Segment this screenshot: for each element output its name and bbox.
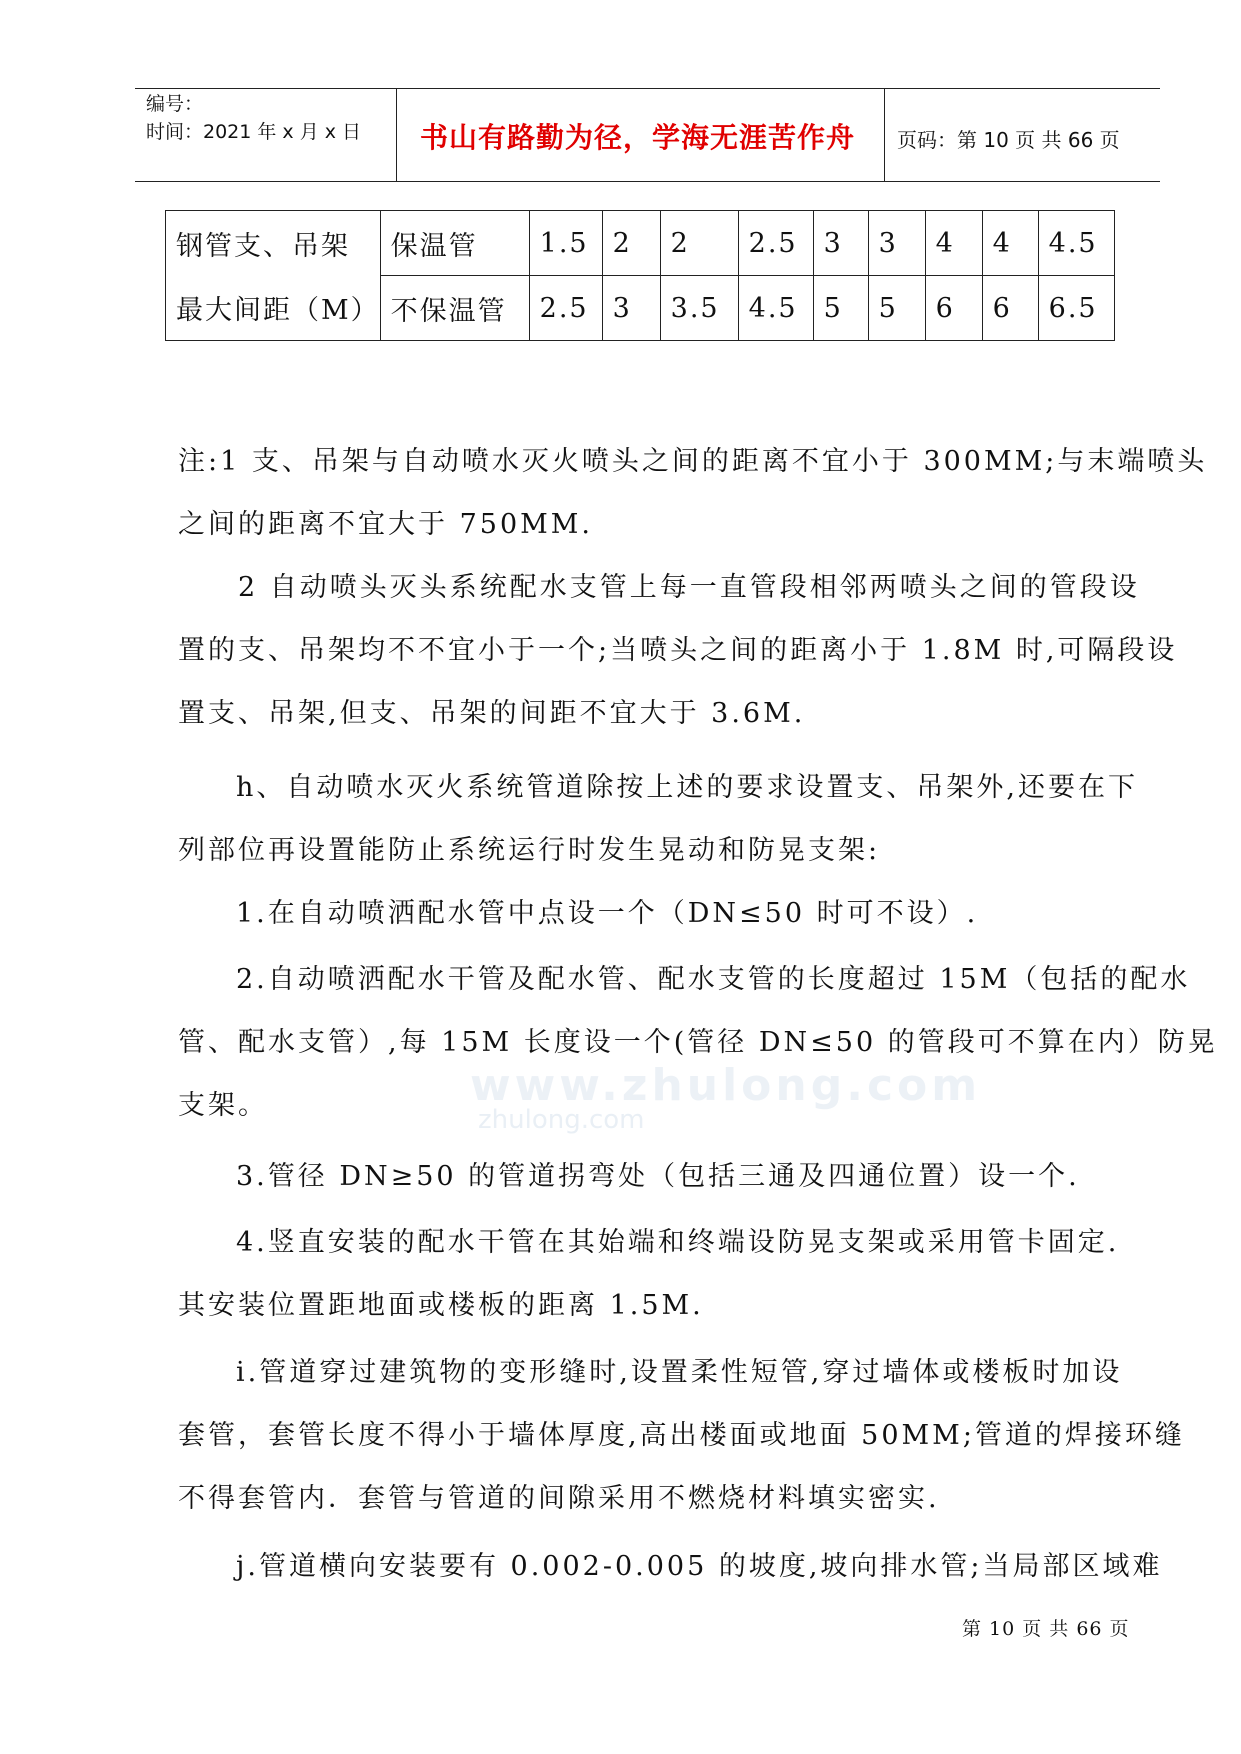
item-1 xyxy=(236,882,1176,945)
section-j xyxy=(236,1535,1176,1598)
note-1 xyxy=(178,430,1208,556)
row-type: 保温管 xyxy=(380,211,529,276)
header-motto: 书山有路勤为径，学海无涯苦作舟 xyxy=(420,121,856,154)
text-line: 注:1 支、吊架与自动喷水灭火喷头之间的距离不宜小于 300MM;与末端喷头 xyxy=(178,446,1208,477)
table-cell: 3 xyxy=(602,276,660,341)
text-line: 2 自动喷头灭头系统配水支管上每一直管段相邻两喷头之间的管段设 xyxy=(238,572,1140,603)
watermark-sub: zhulong.com xyxy=(478,1105,645,1135)
section-h xyxy=(236,756,1176,819)
table-cell: 4 xyxy=(925,211,982,276)
table-cell: 6 xyxy=(982,276,1038,341)
table-cell: 3.5 xyxy=(660,276,738,341)
row-type: 不保温管 xyxy=(380,276,529,341)
text-line: 管、配水支管）,每 15M 长度设一个(管径 DN≤50 的管段可不算在内）防晃 xyxy=(178,1027,1218,1058)
text-line: h、自动喷水灭火系统管道除按上述的要求设置支、吊架外,还要在下 xyxy=(236,772,1138,803)
header-page-info: 页码：第 10 页 共 66 页 xyxy=(897,128,1120,152)
table-cell: 2.5 xyxy=(738,211,813,276)
text-line: 其安装位置距地面或楼板的距离 1.5M. xyxy=(178,1290,704,1321)
row-label: 最大间距（M） xyxy=(166,276,381,341)
header-top-rule xyxy=(135,88,1160,89)
note-2-cont xyxy=(178,619,1178,745)
text-line: i.管道穿过建筑物的变形缝时,设置柔性短管,穿过墙体或楼板时加设 xyxy=(236,1357,1123,1388)
table-cell: 6.5 xyxy=(1038,276,1114,341)
section-i xyxy=(236,1341,1176,1404)
table-cell: 3 xyxy=(868,211,925,276)
text-line: 支架。 xyxy=(178,1090,268,1121)
text-line: 2.自动喷洒配水干管及配水管、配水支管的长度超过 15M（包括的配水 xyxy=(236,964,1191,995)
table-row xyxy=(166,211,1115,276)
section-h-cont xyxy=(178,819,1118,882)
watermark-logo: www.zhulong.com xyxy=(470,1060,982,1111)
table-cell: 4.5 xyxy=(1038,211,1114,276)
header-bottom-rule xyxy=(135,181,1160,182)
section-i-cont xyxy=(178,1404,1185,1530)
text-line: 之间的距离不宜大于 750MM. xyxy=(178,509,593,540)
text-line: 置支、吊架,但支、吊架的间距不宜大于 3.6M. xyxy=(178,698,806,729)
text-line: 置的支、吊架均不不宜小于一个;当喷头之间的距离小于 1.8M 时,可隔段设 xyxy=(178,635,1178,666)
header-divider-left xyxy=(396,88,397,181)
text-line: 套管，套管长度不得小于墙体厚度,高出楼面或地面 50MM;管道的焊接环缝 xyxy=(178,1420,1185,1451)
table-cell: 2 xyxy=(660,211,738,276)
spacing-table xyxy=(165,210,1115,341)
page-footer: 第 10 页 共 66 页 xyxy=(962,1618,1130,1640)
table-cell: 3 xyxy=(813,211,868,276)
text-line: 3.管径 DN≥50 的管道拐弯处（包括三通及四通位置）设一个. xyxy=(236,1161,1080,1192)
table-cell: 2 xyxy=(602,211,660,276)
header-divider-right xyxy=(884,88,885,181)
item-2-cont xyxy=(178,1011,1218,1137)
header-meta xyxy=(146,90,361,146)
text-line: 列部位再设置能防止系统运行时发生晃动和防晃支架: xyxy=(178,835,881,866)
text-line: 4.竖直安装的配水干管在其始端和终端设防晃支架或采用管卡固定. xyxy=(236,1227,1120,1258)
note-2 xyxy=(238,556,1178,619)
table-cell: 4.5 xyxy=(738,276,813,341)
item-4-cont xyxy=(178,1274,1118,1337)
table-cell: 4 xyxy=(982,211,1038,276)
table-cell: 5 xyxy=(813,276,868,341)
item-2 xyxy=(236,948,1191,1011)
time-label: 时间：2021 年 x 月 x 日 xyxy=(146,121,362,143)
table-cell: 1.5 xyxy=(529,211,602,276)
item-3 xyxy=(236,1145,1176,1208)
table-cell: 5 xyxy=(868,276,925,341)
serial-label: 编号： xyxy=(146,93,204,115)
table-cell: 6 xyxy=(925,276,982,341)
table-cell: 2.5 xyxy=(529,276,602,341)
row-label: 钢管支、吊架 xyxy=(166,211,381,276)
text-line: 不得套管内．套管与管道的间隙采用不燃烧材料填实密实. xyxy=(178,1483,940,1514)
table-row xyxy=(166,276,1115,341)
text-line: j.管道横向安装要有 0.002-0.005 的坡度,坡向排水管;当局部区域难 xyxy=(236,1551,1163,1582)
text-line: 1.在自动喷洒配水管中点设一个（DN≤50 时可不设）. xyxy=(236,898,979,929)
item-4 xyxy=(236,1211,1176,1274)
